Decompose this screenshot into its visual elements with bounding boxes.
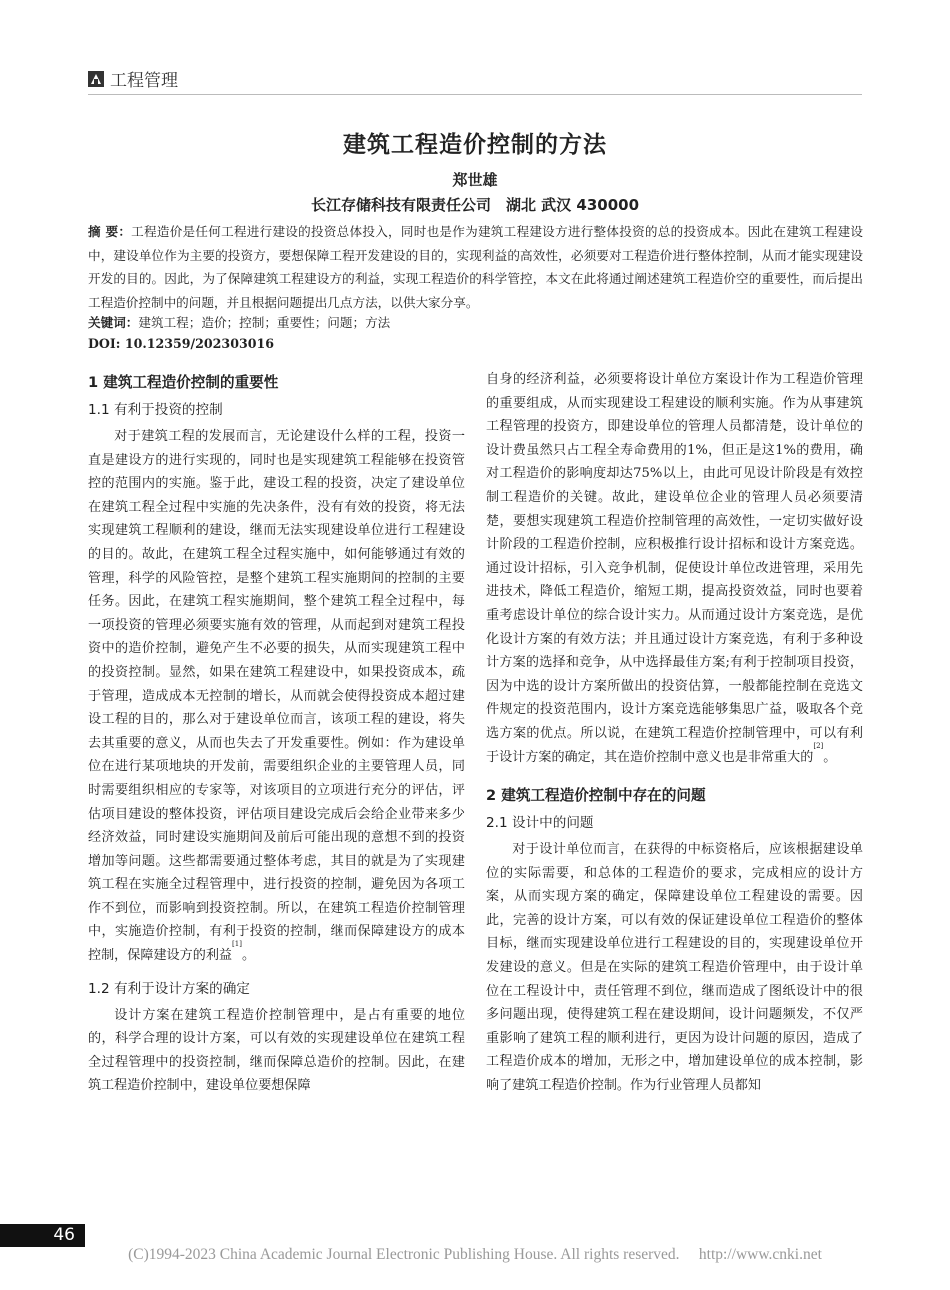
paragraph-text: 自身的经济利益，必须要将设计单位方案设计作为工程造价管理的重要组成，从而实现建设工程建设的顺利实施。作为从事建筑工程管理的投资方，即建设单位的管理人员都清楚，设计单位的设计费虽然只占工程全寿命费用的1%，但正是这1%的费用，确对工程造价的影响度却达75%以上，由此可见设计阶段是有效控制工程造价的关键。故此，建设单位企业的管理人员必须要清楚，要想实现建筑工程造价控制管理的高效性，一定切实做好设计阶段的工程造价控制，应积极推行设计招标和设计方案竞选。通过设计招标，引入竞争机制，促使设计单位改进管理，采用先进技术，降低工程造价，缩短工期，提高投资效益，同时也要着重考虑设计单位的综合设计实力。从而通过设计方案竞选，是优化设计方案的有效方法；并且通过设计方案竞选，有利于多种设计方案的选择和竞争，从中选择最佳方案;有利于控制项目投资，因为中选的设计方案所做出的投资估算，一般都能控制在竞选文件规定的投资范围内，设计方案竞选能够集思广益，吸取各个竞选方案的优点。所以说，在建筑工程造价控制管理中，可以有利于设计方案的确定，其在造价控制中意义也是非常重大的 — [486, 372, 863, 765]
abstract — [88, 220, 863, 314]
journal-logo-icon — [88, 71, 104, 87]
subsection-heading-1-2: 1.2 有利于设计方案的确定 — [88, 980, 250, 997]
subsection-heading-1-1: 1.1 有利于投资的控制 — [88, 402, 223, 418]
journal-section-header — [88, 66, 178, 91]
body-paragraph: 对于设计单位而言，在获得的中标资格后，应该根据建设单位的实际需要，和总体的工程造价的要求，完成相应的设计方案，从而实现方案的确定，保障建设单位工程建设的需要。因此，完善的设计方案，可以有效的保证建设单位工程造价的整体目标，继而实现建设单位进行工程建设的目的，实现建设单位开发建设的意义。但是在实际的建筑工程造价管理中，由于设计单位在工程设计中，责任管理不到位，继而造成了图纸设计中的很多问题出现，使得建筑工程在建设期间，设计问题频发，不仅严重影响了建筑工程的顺利进行，更因为设计问题的原因，造成了工程造价成本的增加，无形之中，增加建设单位的成本控制，影响了建筑工程造价控制。作为行业管理人员都知 — [486, 842, 863, 1094]
section-heading-2: 2 建筑工程造价控制中存在的问题 — [486, 787, 706, 805]
page-number: 46 — [0, 1224, 85, 1247]
keywords — [88, 312, 390, 331]
header-divider — [88, 94, 862, 95]
paragraph-end: 。 — [823, 749, 837, 765]
abstract-text: 工程造价是任何工程进行建设的投资总体投入，同时也是作为建筑工程建设方进行整体投资的总的投资成本。因此在建筑工程建设中，建设单位作为主要的投资方，要想保障工程开发建设的目的，实现利益的高效性，必须要对工程造价进行整体控制，从而才能实现建设开发的目的。因此，为了保障建筑工程建设方的利益，实现工程造价的科学管控，本文在此将通过阐述建筑工程造价空的重要性，而后提出工程造价控制中的问题，并且根据问题提出几点方法，以供大家分享。 — [88, 224, 864, 310]
keywords-label: 关键词： — [88, 315, 139, 330]
paragraph-end: 。 — [241, 948, 256, 964]
body-paragraph: 设计方案在建筑工程造价控制管理中，是占有重要的地位的，科学合理的设计方案，可以有效的实现建设单位在建筑工程全过程管理中的投资控制，继而保障总造价的控制。因此，在建筑工程造价控制中，建设单位要想保障 — [88, 1007, 465, 1094]
section-heading-1: 1 建筑工程造价控制的重要性 — [88, 374, 279, 391]
body-paragraph-continued — [486, 368, 863, 769]
abstract-label: 摘 要： — [88, 224, 132, 239]
right-column — [486, 368, 863, 1098]
citation-ref: [2] — [813, 741, 824, 750]
left-column — [88, 368, 465, 1098]
paper-title: 建筑工程造价控制的方法 — [343, 132, 607, 158]
subsection-heading-2-1: 2.1 设计中的问题 — [486, 815, 594, 832]
citation-ref: [1] — [232, 940, 242, 949]
doi: DOI: 10.12359/202303016 — [88, 336, 275, 351]
copyright-footer: (C)1994-2023 China Academic Journal Electronic Publishing House. All rights reserved. http://www.cnki.net — [128, 1246, 822, 1263]
keywords-text: 建筑工程；造价；控制；重要性；问题；方法 — [138, 315, 391, 330]
section-name: 工程管理 — [110, 71, 178, 91]
author-affiliation: 长江存储科技有限责任公司 湖北 武汉 430000 — [310, 196, 640, 214]
paragraph-text: 对于建筑工程的发展而言，无论建设什么样的工程，投资一直是建设方的进行实现的，同时也是实现建筑工程能够在投资管控的范围内的实施。鉴于此，建设工程的投资，决定了建设单位在建筑工程全过程中实施的先决条件，没有有效的投资，将无法实现建筑工程顺利的建设，继而无法实现建设单位进行工程建设的目的。故此，在建筑工程全过程实施中，如何能够通过有效的管理，科学的风险管控，是整个建筑工程实施期间的控制的主要任务。因此，在建筑工程实施期间，整个建筑工程全过程中，每一项投资的管理必须要实施有效的管理，从而起到对建筑工程投资中的造价控制，避免产生不必要的损失，从而实现建筑工程中的投资控制。显然，如果在建筑工程建设中，如果投资成本，疏于管理，造成成本无控制的增长，从而就会使得投资成本超过建设工程的目的，那么对于建设单位而言，该项工程的建设，将失去其重要的意义，从而也失去了开发重要性。例如：作为建设单位在进行某项地块的开发前，需要组织企业的主要管理人员，同时需要组织相应的专家等，对该项目的立项进行充分的评估，评估项目建设的整体投资，评估项目建设完成后会给企业带来多少经济效益，同时建设实施期间及前后可能出现的意想不到的投资增加等问题。这些都需要通过整体考虑，其目的就是为了实现建筑工程在实施全过程管理中，进行投资的控制，避免因为各项工作不到位，而影响到投资控制。所以，在建筑工程造价控制管理中，实施造价控制，有利于投资的控制，继而保障建设方的成本控制，保障建设方的利益 — [88, 429, 465, 964]
author-name: 郑世雄 — [452, 171, 498, 189]
body-paragraph — [88, 425, 465, 968]
